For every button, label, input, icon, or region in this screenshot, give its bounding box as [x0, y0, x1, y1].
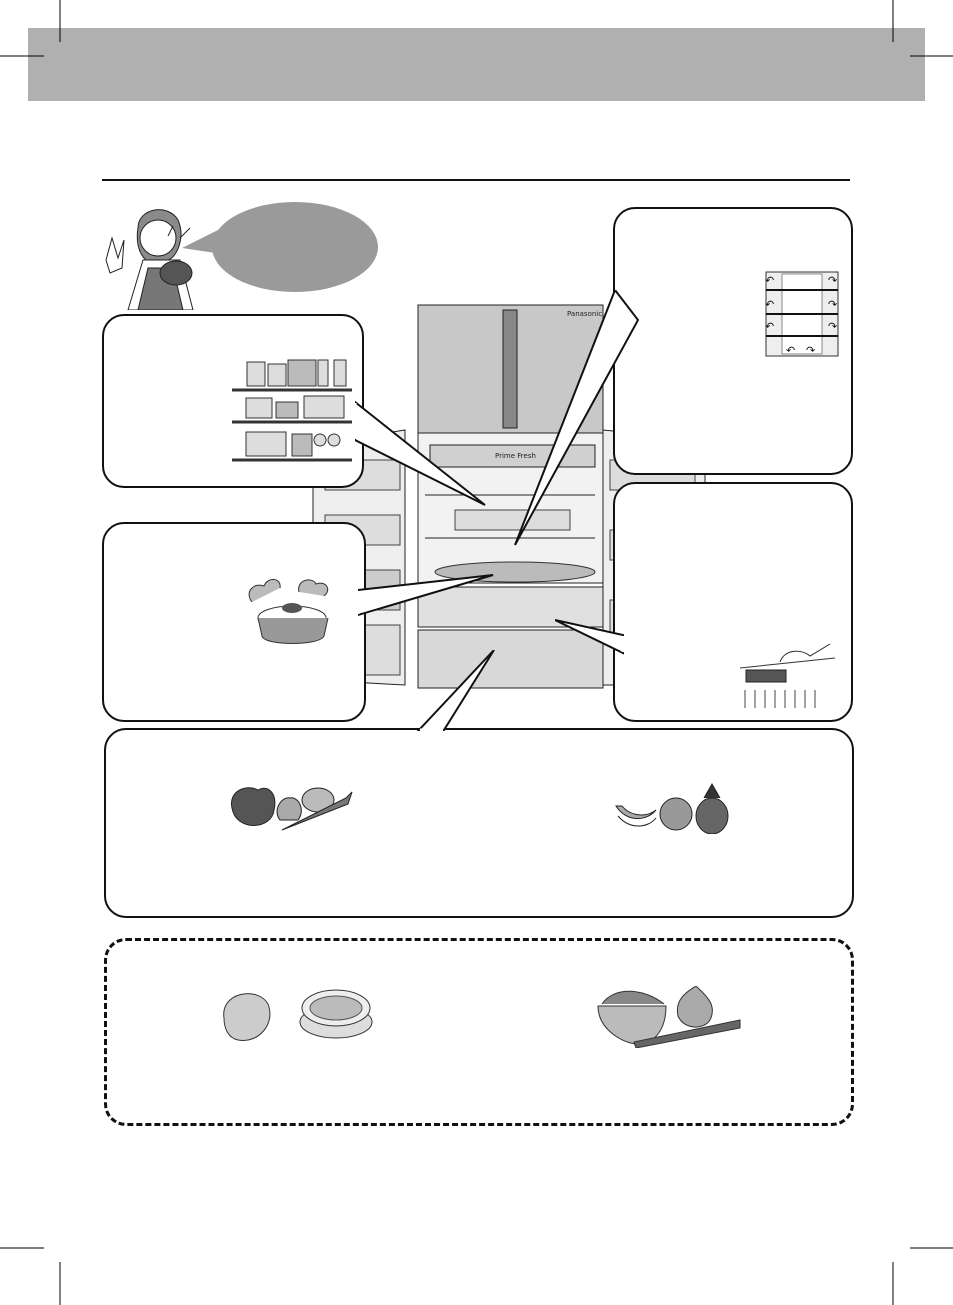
shelved-containers-icon — [232, 356, 354, 466]
shelf-position-arrows-icon — [762, 270, 842, 358]
citrus-slices-icon — [218, 984, 373, 1046]
vegetables-icon — [228, 780, 358, 834]
svg-text:↶: ↶ — [765, 298, 775, 311]
steaming-pot-icon — [244, 572, 334, 650]
salad-and-onion-icon — [594, 986, 744, 1048]
hand-on-control-panel-icon — [740, 640, 835, 710]
fridge-brand-logo: Panasonic — [567, 310, 603, 318]
callout-vegetable-drawer — [104, 728, 854, 918]
svg-text:↶: ↶ — [765, 320, 775, 333]
svg-text:↷: ↷ — [828, 274, 838, 287]
svg-text:↷: ↷ — [828, 320, 838, 333]
callout-pointer-containers — [355, 400, 490, 510]
speech-bubble-tail — [182, 228, 222, 258]
svg-text:↷: ↷ — [828, 298, 838, 311]
fruits-icon — [612, 782, 734, 834]
callout-pointer-cooked-food — [358, 570, 498, 620]
fridge-panel-label: Prime Fresh — [495, 452, 536, 460]
svg-text:↶: ↶ — [765, 274, 775, 287]
callout-pointer-vegetable-drawer — [414, 650, 504, 734]
callout-pointer-control-panel — [555, 615, 625, 655]
svg-text:↷: ↷ — [806, 344, 816, 357]
svg-text:↶: ↶ — [786, 344, 796, 357]
speech-bubble — [212, 202, 378, 292]
